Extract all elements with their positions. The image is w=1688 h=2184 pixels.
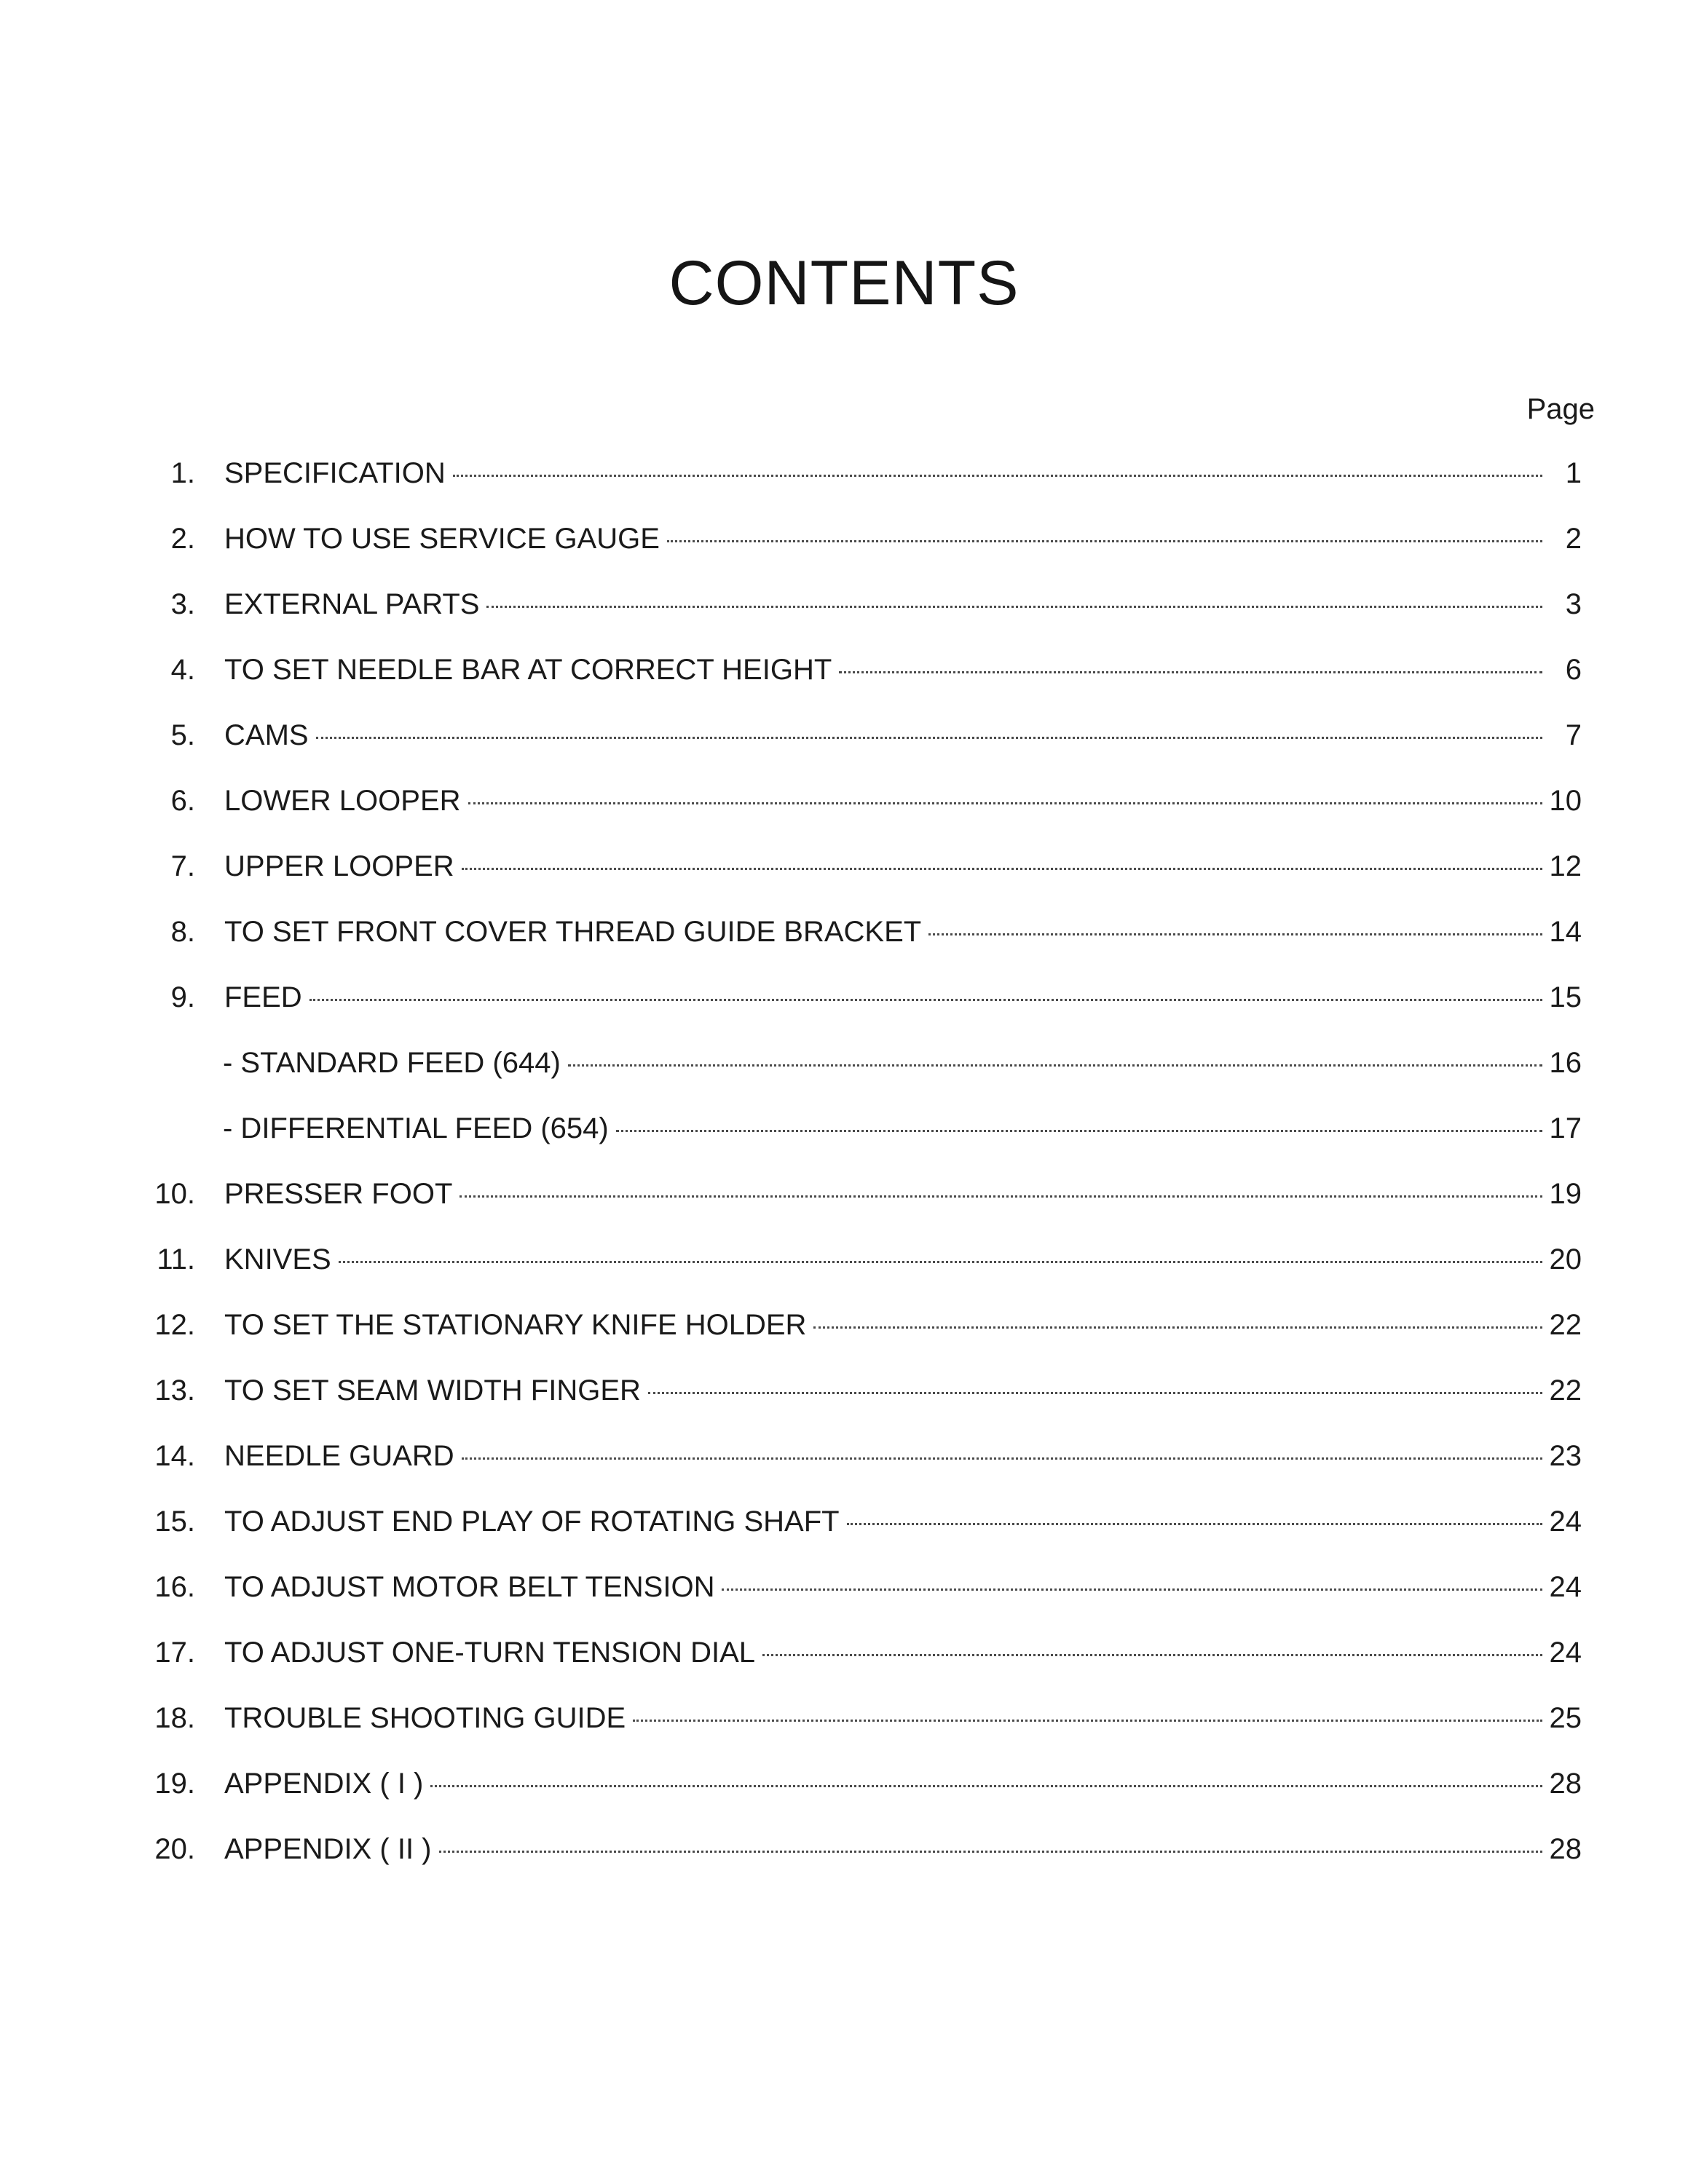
- dot-leader: [633, 1720, 1542, 1722]
- dot-leader: [813, 1326, 1542, 1329]
- toc-entry-page: 15: [1549, 981, 1582, 1013]
- dot-leader: [648, 1392, 1542, 1394]
- toc-entry[interactable]: [0, 582, 1688, 626]
- toc-entry-label: TO SET SEAM WIDTH FINGER: [224, 1374, 641, 1406]
- toc-entry-label: TO SET FRONT COVER THREAD GUIDE BRACKET: [224, 916, 922, 948]
- toc-entry-number: 10.: [154, 1178, 195, 1210]
- dot-leader: [847, 1523, 1542, 1525]
- toc-entry-page: 20: [1549, 1243, 1582, 1275]
- toc-entry-page: 24: [1549, 1571, 1582, 1603]
- toc-entry-number: 18.: [154, 1702, 195, 1734]
- dot-leader: [568, 1064, 1542, 1067]
- toc-entry-number: 8.: [170, 916, 195, 948]
- toc-entry[interactable]: [0, 1762, 1688, 1805]
- toc-entry-label: TROUBLE SHOOTING GUIDE: [224, 1702, 626, 1734]
- toc-entry-page: 3: [1565, 588, 1582, 620]
- toc-entry-page: 19: [1549, 1178, 1582, 1210]
- toc-entry-page: 2: [1565, 523, 1582, 555]
- toc-entry[interactable]: [0, 976, 1688, 1019]
- dot-leader: [722, 1588, 1542, 1591]
- toc-entry[interactable]: [0, 1631, 1688, 1674]
- toc-entry[interactable]: [0, 648, 1688, 692]
- toc-entry-number: 14.: [154, 1440, 195, 1472]
- dot-leader: [486, 606, 1542, 608]
- toc-entry-number: 17.: [154, 1637, 195, 1669]
- toc-entry[interactable]: [0, 1172, 1688, 1216]
- toc-entry-label: APPENDIX ( I ): [224, 1768, 424, 1800]
- toc-subentry[interactable]: [0, 1041, 1688, 1085]
- toc-entry[interactable]: [0, 713, 1688, 757]
- toc-entry-page: 28: [1549, 1768, 1582, 1800]
- toc-entry-number: 19.: [154, 1768, 195, 1800]
- toc-entry-number: 7.: [170, 850, 195, 882]
- toc-entry-page: 23: [1549, 1440, 1582, 1472]
- toc-entry[interactable]: [0, 1369, 1688, 1412]
- toc-entry-page: 14: [1549, 916, 1582, 948]
- page-column-header: Page: [1526, 393, 1595, 425]
- toc-entry-label: - DIFFERENTIAL FEED (654): [223, 1112, 609, 1144]
- toc-entry-page: 1: [1565, 457, 1582, 489]
- toc-entry-page: 22: [1549, 1374, 1582, 1406]
- dot-leader: [462, 1457, 1542, 1460]
- toc-entry-label: APPENDIX ( II ): [224, 1833, 432, 1865]
- toc-entry[interactable]: [0, 910, 1688, 954]
- toc-entry-label: FEED: [224, 981, 302, 1013]
- toc-entry-label: LOWER LOOPER: [224, 785, 461, 817]
- dot-leader: [616, 1130, 1542, 1132]
- toc-entry-label: CAMS: [224, 719, 309, 751]
- dot-leader: [667, 540, 1542, 542]
- dot-leader: [928, 933, 1542, 935]
- dot-leader: [762, 1654, 1542, 1656]
- toc-entry-label: TO SET NEEDLE BAR AT CORRECT HEIGHT: [224, 654, 832, 686]
- toc-entry-number: 3.: [170, 588, 195, 620]
- dot-leader: [460, 1195, 1542, 1198]
- toc-entry[interactable]: [0, 451, 1688, 495]
- page-title: CONTENTS: [669, 248, 1019, 318]
- toc-entry[interactable]: [0, 1500, 1688, 1543]
- toc-entry[interactable]: [0, 1696, 1688, 1740]
- toc-entry-page: 28: [1549, 1833, 1582, 1865]
- toc-entry-label: TO SET THE STATIONARY KNIFE HOLDER: [224, 1309, 807, 1341]
- toc-entry-number: 12.: [154, 1309, 195, 1341]
- dot-leader: [468, 802, 1542, 804]
- toc-entry-number: 1.: [170, 457, 195, 489]
- toc-entry-label: EXTERNAL PARTS: [224, 588, 480, 620]
- toc-entry-number: 15.: [154, 1506, 195, 1538]
- dot-leader: [439, 1851, 1542, 1853]
- toc-entry-label: HOW TO USE SERVICE GAUGE: [224, 523, 660, 555]
- toc-subentry[interactable]: [0, 1107, 1688, 1150]
- dot-leader: [430, 1785, 1542, 1787]
- toc-entry-page: 10: [1549, 785, 1582, 817]
- dot-leader: [839, 671, 1542, 673]
- toc-entry-label: TO ADJUST MOTOR BELT TENSION: [224, 1571, 715, 1603]
- toc-entry-page: 7: [1565, 719, 1582, 751]
- toc-entry-number: 11.: [157, 1243, 195, 1275]
- dot-leader: [339, 1261, 1542, 1263]
- toc-entry-number: 13.: [154, 1374, 195, 1406]
- toc-entry-page: 17: [1549, 1112, 1582, 1144]
- toc-entry-page: 24: [1549, 1506, 1582, 1538]
- toc-entry-number: 5.: [170, 719, 195, 751]
- toc-entry-number: 16.: [154, 1571, 195, 1603]
- toc-entry-page: 24: [1549, 1637, 1582, 1669]
- toc-entry-number: 9.: [170, 981, 195, 1013]
- toc-entry-number: 4.: [170, 654, 195, 686]
- toc-entry[interactable]: [0, 517, 1688, 561]
- dot-leader: [453, 475, 1542, 477]
- toc-entry[interactable]: [0, 1434, 1688, 1478]
- dot-leader: [309, 999, 1542, 1001]
- toc-entry-number: 2.: [170, 523, 195, 555]
- toc-entry-label: TO ADJUST ONE-TURN TENSION DIAL: [224, 1637, 756, 1669]
- toc-entry-page: 6: [1565, 654, 1582, 686]
- toc-entry-label: TO ADJUST END PLAY OF ROTATING SHAFT: [224, 1506, 840, 1538]
- toc-entry[interactable]: [0, 1238, 1688, 1281]
- toc-entry-page: 12: [1549, 850, 1582, 882]
- toc-entry[interactable]: [0, 844, 1688, 888]
- toc-entry[interactable]: [0, 1303, 1688, 1347]
- toc-entry-label: KNIVES: [224, 1243, 331, 1275]
- toc-entry[interactable]: [0, 1827, 1688, 1871]
- toc-entry-label: NEEDLE GUARD: [224, 1440, 454, 1472]
- dot-leader: [316, 737, 1542, 739]
- toc-entry-number: 20.: [154, 1833, 195, 1865]
- toc-entry[interactable]: [0, 779, 1688, 823]
- toc-entry-page: 22: [1549, 1309, 1582, 1341]
- dot-leader: [462, 868, 1542, 870]
- toc-entry[interactable]: [0, 1565, 1688, 1609]
- toc-entry-page: 16: [1549, 1047, 1582, 1079]
- toc-entry-page: 25: [1549, 1702, 1582, 1734]
- toc-entry-label: UPPER LOOPER: [224, 850, 454, 882]
- toc-entry-label: PRESSER FOOT: [224, 1178, 453, 1210]
- toc-entry-label: SPECIFICATION: [224, 457, 446, 489]
- toc-entry-label: - STANDARD FEED (644): [223, 1047, 561, 1079]
- toc-entry-number: 6.: [170, 785, 195, 817]
